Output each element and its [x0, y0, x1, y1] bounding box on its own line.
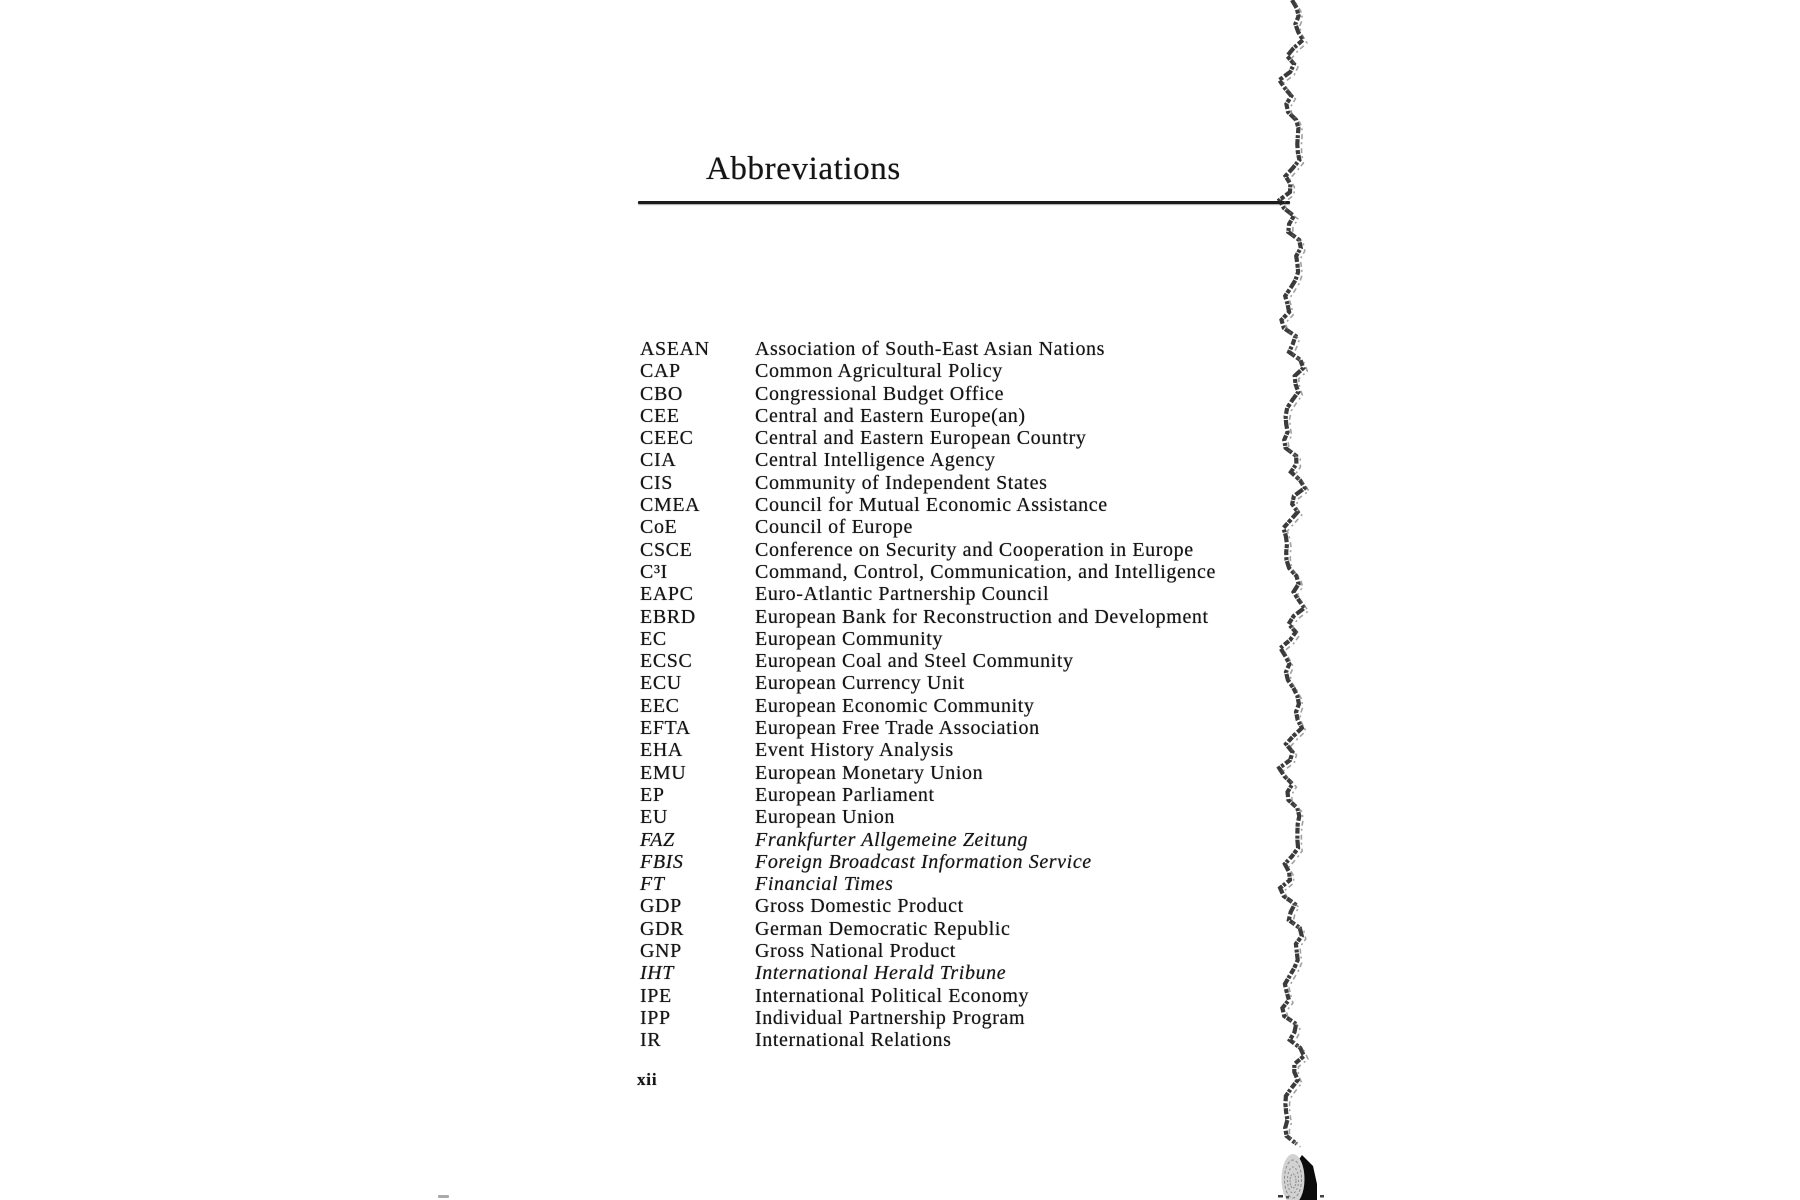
- abbreviation-row: [640, 1029, 1216, 1051]
- abbr-definition: Financial Times: [755, 873, 894, 896]
- abbreviation-row: [640, 962, 1216, 984]
- abbr-definition: European Community: [755, 627, 943, 650]
- abbr-term: ASEAN: [640, 338, 710, 360]
- abbreviation-row: [640, 918, 1216, 940]
- abbr-term: C³I: [640, 560, 668, 583]
- abbr-definition: European Parliament: [755, 783, 935, 806]
- abbr-term: CSCE: [640, 538, 693, 561]
- abbreviation-list: [640, 338, 1216, 1052]
- abbreviation-row: [640, 539, 1216, 561]
- abbr-definition: German Democratic Republic: [755, 917, 1011, 940]
- abbr-definition: Central and Eastern European Country: [755, 427, 1087, 450]
- abbreviation-row: [640, 494, 1216, 516]
- abbreviation-row: [640, 360, 1216, 382]
- abbr-term: CAP: [640, 360, 681, 383]
- abbr-term: EP: [640, 783, 665, 806]
- abbr-definition: Central and Eastern Europe(an): [755, 404, 1026, 427]
- binding-squiggle: [1279, 0, 1305, 1144]
- abbr-definition: Gross Domestic Product: [755, 895, 964, 918]
- abbr-definition: European Free Trade Association: [755, 717, 1040, 740]
- abbr-definition: Council for Mutual Economic Assistance: [755, 494, 1108, 517]
- abbreviation-row: [640, 650, 1216, 672]
- abbreviation-row: [640, 695, 1216, 717]
- abbr-definition: Frankfurter Allgemeine Zeitung: [755, 828, 1029, 851]
- binding-edge-artifact: [1272, 0, 1342, 1200]
- abbreviation-row: [640, 449, 1216, 471]
- page-curl-texture: [1288, 1167, 1299, 1193]
- abbr-definition: Congressional Budget Office: [755, 382, 1005, 405]
- abbr-definition: International Relations: [755, 1029, 952, 1052]
- scan-speck: [1278, 1195, 1283, 1198]
- abbreviation-row: [640, 338, 1216, 360]
- abbreviation-row: [640, 985, 1216, 1007]
- scan-speck: [438, 1195, 449, 1198]
- abbr-term: GDP: [640, 895, 682, 918]
- abbreviation-row: [640, 829, 1216, 851]
- abbreviation-row: [640, 940, 1216, 962]
- abbreviation-row: [640, 784, 1216, 806]
- abbr-term: EC: [640, 627, 667, 650]
- abbreviation-row: [640, 851, 1216, 873]
- abbr-definition: Euro-Atlantic Partnership Council: [755, 583, 1050, 606]
- abbreviation-row: [640, 895, 1216, 917]
- abbr-term: CEE: [640, 404, 680, 427]
- abbr-term: FT: [640, 873, 665, 896]
- abbr-term: IR: [640, 1029, 662, 1052]
- abbr-definition: International Political Economy: [755, 984, 1030, 1007]
- abbr-term: GDR: [640, 917, 685, 940]
- page-title: Abbreviations: [706, 151, 901, 187]
- abbr-term: IPE: [640, 984, 672, 1007]
- abbr-term: EU: [640, 806, 668, 829]
- abbreviation-row: [640, 583, 1216, 605]
- page-number: xii: [637, 1070, 658, 1089]
- abbr-definition: European Monetary Union: [755, 761, 984, 784]
- abbr-term: ECSC: [640, 650, 693, 673]
- abbreviation-row: [640, 739, 1216, 761]
- abbr-definition: Event History Analysis: [755, 739, 954, 762]
- abbreviation-row: [640, 427, 1216, 449]
- abbr-definition: Gross National Product: [755, 940, 956, 963]
- page-curl-texture: [1285, 1160, 1302, 1198]
- abbr-definition: Council of Europe: [755, 516, 913, 539]
- abbr-definition: European Coal and Steel Community: [755, 650, 1074, 673]
- abbr-term: CMEA: [640, 494, 701, 517]
- abbr-definition: European Union: [755, 806, 896, 829]
- abbreviation-row: [640, 561, 1216, 583]
- page-curl-highlight: [1282, 1154, 1305, 1200]
- abbr-term: EMU: [640, 761, 687, 784]
- abbreviation-row: [640, 516, 1216, 538]
- abbr-term: EAPC: [640, 583, 694, 606]
- abbreviation-row: [640, 472, 1216, 494]
- abbr-term: GNP: [640, 940, 682, 963]
- abbr-definition: European Economic Community: [755, 694, 1035, 717]
- abbreviation-row: [640, 873, 1216, 895]
- abbr-definition: International Herald Tribune: [755, 962, 1007, 985]
- abbreviation-row: [640, 628, 1216, 650]
- abbr-definition: Command, Control, Communication, and Intelligence: [755, 560, 1216, 583]
- abbreviation-row: [640, 717, 1216, 739]
- abbr-term: FAZ: [640, 828, 675, 851]
- title-rule: [638, 201, 1290, 204]
- abbr-definition: Association of South-East Asian Nations: [755, 338, 1106, 360]
- abbreviation-row: [640, 405, 1216, 427]
- scan-speck: [1286, 1196, 1289, 1199]
- binding-squiggle-light: [1283, 3, 1309, 1147]
- abbreviation-row: [640, 1007, 1216, 1029]
- abbr-term: CoE: [640, 516, 678, 539]
- abbr-definition: Common Agricultural Policy: [755, 360, 1003, 383]
- abbr-term: FBIS: [640, 850, 684, 873]
- scan-speck: [1320, 1195, 1324, 1198]
- abbreviation-row: [640, 606, 1216, 628]
- abbr-term: EBRD: [640, 605, 696, 628]
- abbreviation-row: [640, 762, 1216, 784]
- abbr-term: CIA: [640, 449, 677, 472]
- abbreviation-row: [640, 806, 1216, 828]
- abbreviation-row: [640, 672, 1216, 694]
- abbr-term: ECU: [640, 672, 682, 695]
- abbr-term: EHA: [640, 739, 683, 762]
- page-curl-texture: [1290, 1174, 1296, 1188]
- abbr-definition: Conference on Security and Cooperation in Europe: [755, 538, 1194, 561]
- abbr-term: IPP: [640, 1006, 671, 1029]
- abbr-definition: European Bank for Reconstruction and Development: [755, 605, 1209, 628]
- abbr-term: IHT: [640, 962, 675, 985]
- abbr-definition: European Currency Unit: [755, 672, 965, 695]
- abbr-definition: Foreign Broadcast Information Service: [755, 850, 1092, 873]
- abbr-term: CEEC: [640, 427, 694, 450]
- abbr-term: EEC: [640, 694, 680, 717]
- abbr-term: EFTA: [640, 717, 691, 740]
- abbr-definition: Central Intelligence Agency: [755, 449, 996, 472]
- abbr-term: CBO: [640, 382, 683, 405]
- abbr-definition: Individual Partnership Program: [755, 1006, 1026, 1029]
- abbreviation-row: [640, 383, 1216, 405]
- abbr-term: CIS: [640, 471, 673, 494]
- abbr-definition: Community of Independent States: [755, 471, 1048, 494]
- page-corner-shadow: [1288, 1155, 1317, 1200]
